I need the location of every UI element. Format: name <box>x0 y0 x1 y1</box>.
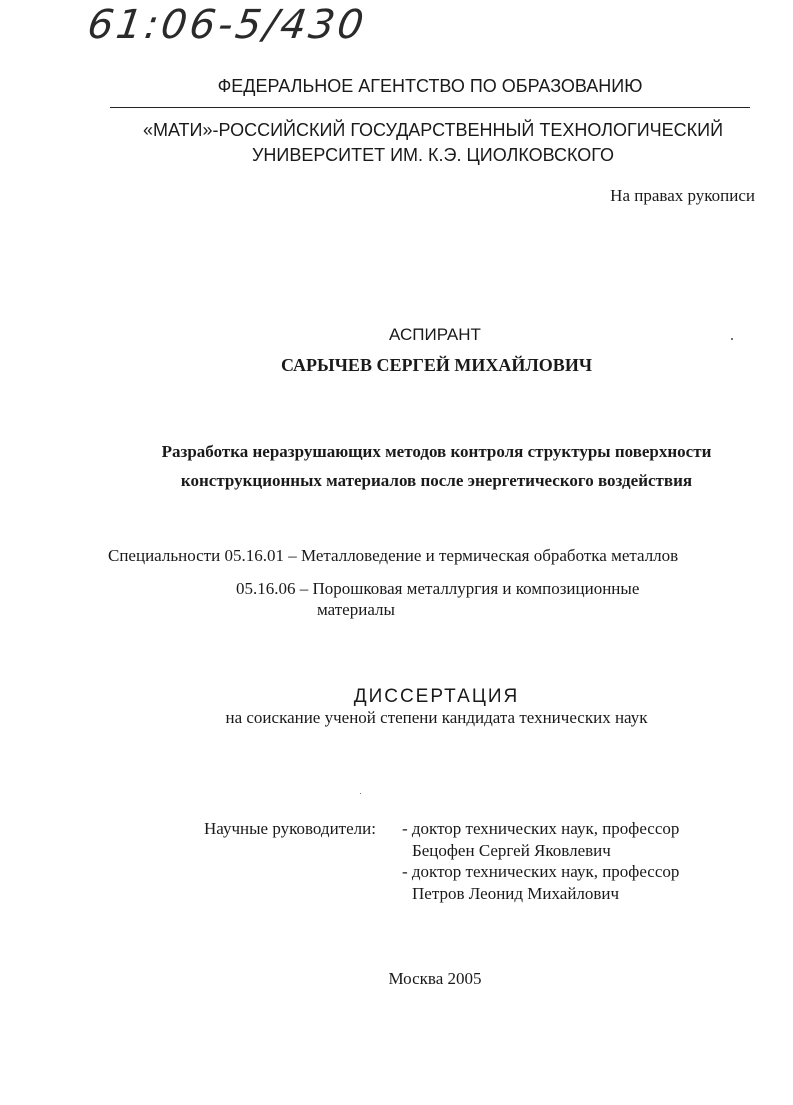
dissertation-title <box>0 437 793 495</box>
degree-statement: на соискание ученой степени кандидата технических наук <box>225 708 648 727</box>
header-divider <box>110 107 750 108</box>
supervisors-list <box>402 818 732 904</box>
specialty-second-line-1: 05.16.06 – Порошковая металлургия и композиционные <box>236 579 640 598</box>
specialty-first: Специальности 05.16.01 – Металловедение и термическая обработка металлов <box>108 546 679 565</box>
title-line-1: Разработка неразрушающих методов контроля структуры поверхности <box>161 442 712 461</box>
rights-note: На правах рукописи <box>610 186 755 205</box>
speck-mark <box>360 793 361 794</box>
specialty-second-line-2: материалы <box>317 600 395 619</box>
supervisor-2-name: Петров Леонид Михайлович <box>412 883 620 903</box>
university-name <box>0 118 793 168</box>
supervisor-1-name: Бецофен Сергей Яковлевич <box>412 840 611 860</box>
author-role: АСПИРАНТ <box>389 325 481 344</box>
university-line-2: УНИВЕРСИТЕТ ИМ. К.Э. ЦИОЛКОВСКОГО <box>251 145 615 165</box>
title-line-2: конструкционных материалов после энергетического воздействия <box>180 471 693 490</box>
agency-heading: ФЕДЕРАЛЬНОЕ АГЕНТСТВО ПО ОБРАЗОВАНИЮ <box>217 76 643 96</box>
author-name: САРЫЧЕВ СЕРГЕЙ МИХАЙЛОВИЧ <box>280 355 593 375</box>
archive-code-handwritten: 61:06-5/430 <box>84 2 370 48</box>
university-line-1: «МАТИ»-РОССИЙСКИЙ ГОСУДАРСТВЕННЫЙ ТЕХНОЛОГИЧЕСКИЙ <box>142 120 724 140</box>
supervisors-label: Научные руководители: <box>204 819 376 838</box>
city-year: Москва 2005 <box>388 969 482 988</box>
supervisor-1-credentials: - доктор технических наук, профессор <box>402 819 680 838</box>
document-type: ДИССЕРТАЦИЯ <box>353 686 520 707</box>
supervisor-2-credentials: - доктор технических наук, профессор <box>402 862 680 881</box>
specialty-second <box>236 578 716 620</box>
